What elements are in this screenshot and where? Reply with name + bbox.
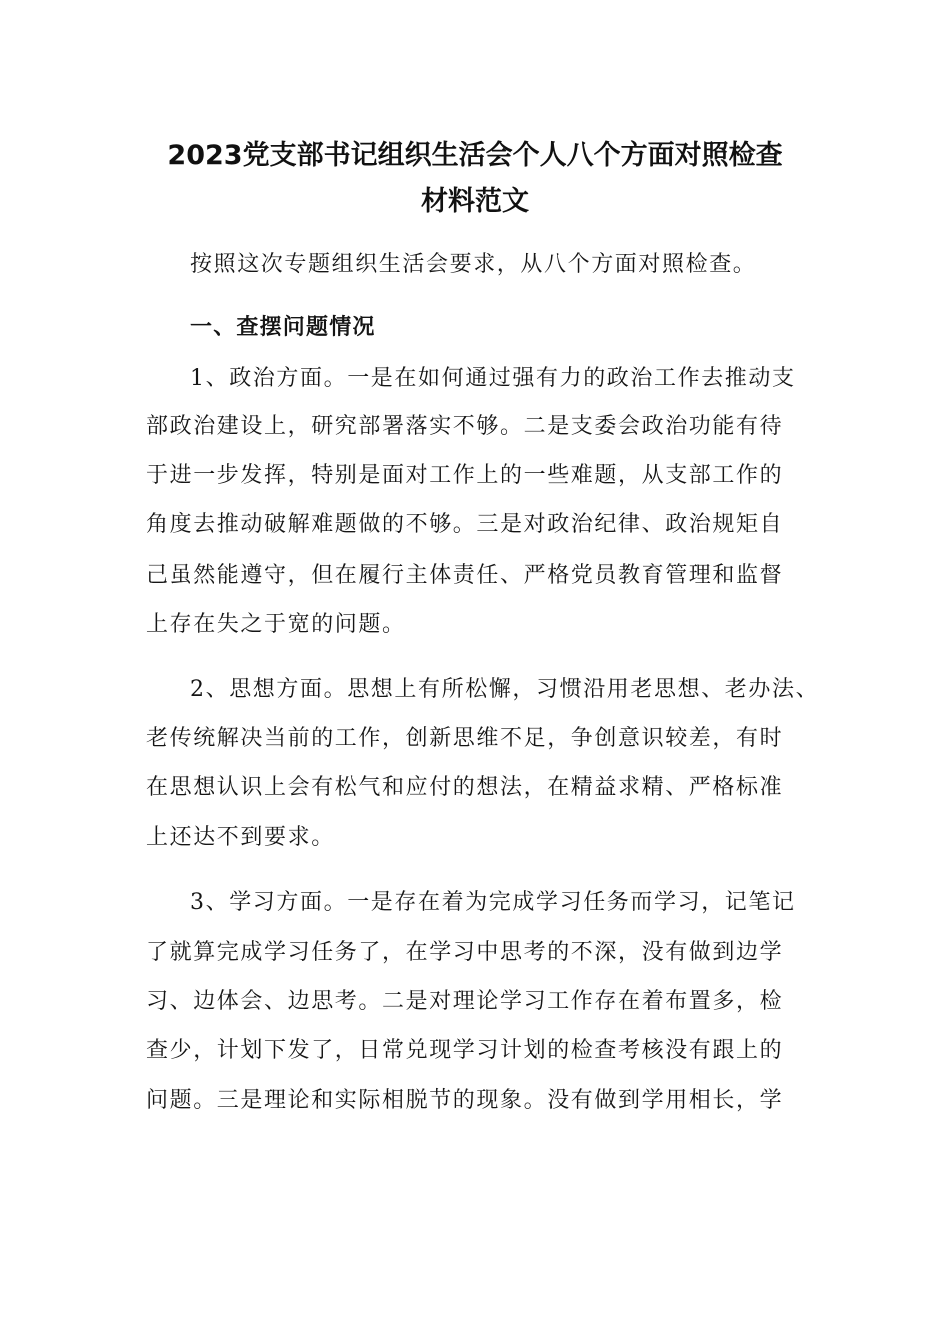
paragraph-2-line-1: 2、思想方面。思想上有所松懈，习惯沿用老思想、老办法、: [190, 677, 820, 702]
paragraph-2-line-4: 上还达不到要求。: [146, 825, 335, 850]
paragraph-3-line-3: 习、边体会、边思考。二是对理论学习工作存在着布置多，检: [146, 989, 784, 1014]
paragraph-3-line-1: 3、学习方面。一是存在着为完成学习任务而学习，记笔记: [190, 890, 796, 915]
paragraph-1-line-3: 于进一步发挥，特别是面对工作上的一些难题，从支部工作的: [146, 463, 784, 488]
paragraph-3-line-4: 查少，计划下发了，日常兑现学习计划的检查考核没有跟上的: [146, 1038, 784, 1063]
paragraph-1-line-1: 1、政治方面。一是在如何通过强有力的政治工作去推动支: [190, 366, 796, 391]
section-heading: 一、查摆问题情况: [190, 315, 376, 340]
document-title-line-1: 2023党支部书记组织生活会个人八个方面对照检查: [167, 140, 783, 171]
paragraph-1-line-6: 上存在失之于宽的问题。: [146, 612, 406, 637]
paragraph-3-line-5: 问题。三是理论和实际相脱节的现象。没有做到学用相长，学: [146, 1088, 784, 1113]
document-title-line-2: 材料范文: [421, 186, 529, 217]
intro-text: 按照这次专题组织生活会要求，从八个方面对照检查。: [190, 252, 757, 277]
paragraph-1-line-4: 角度去推动破解难题做的不够。三是对政治纪律、政治规矩自: [146, 512, 784, 537]
paragraph-1-line-5: 己虽然能遵守，但在履行主体责任、严格党员教育管理和监督: [146, 563, 784, 588]
paragraph-1-line-2: 部政治建设上，研究部署落实不够。二是支委会政治功能有待: [146, 414, 784, 439]
paragraph-3-line-2: 了就算完成学习任务了，在学习中思考的不深，没有做到边学: [146, 940, 784, 965]
paragraph-2-line-3: 在思想认识上会有松气和应付的想法，在精益求精、严格标准: [146, 775, 784, 800]
paragraph-2-line-2: 老传统解决当前的工作，创新思维不足，争创意识较差，有时: [146, 726, 784, 751]
